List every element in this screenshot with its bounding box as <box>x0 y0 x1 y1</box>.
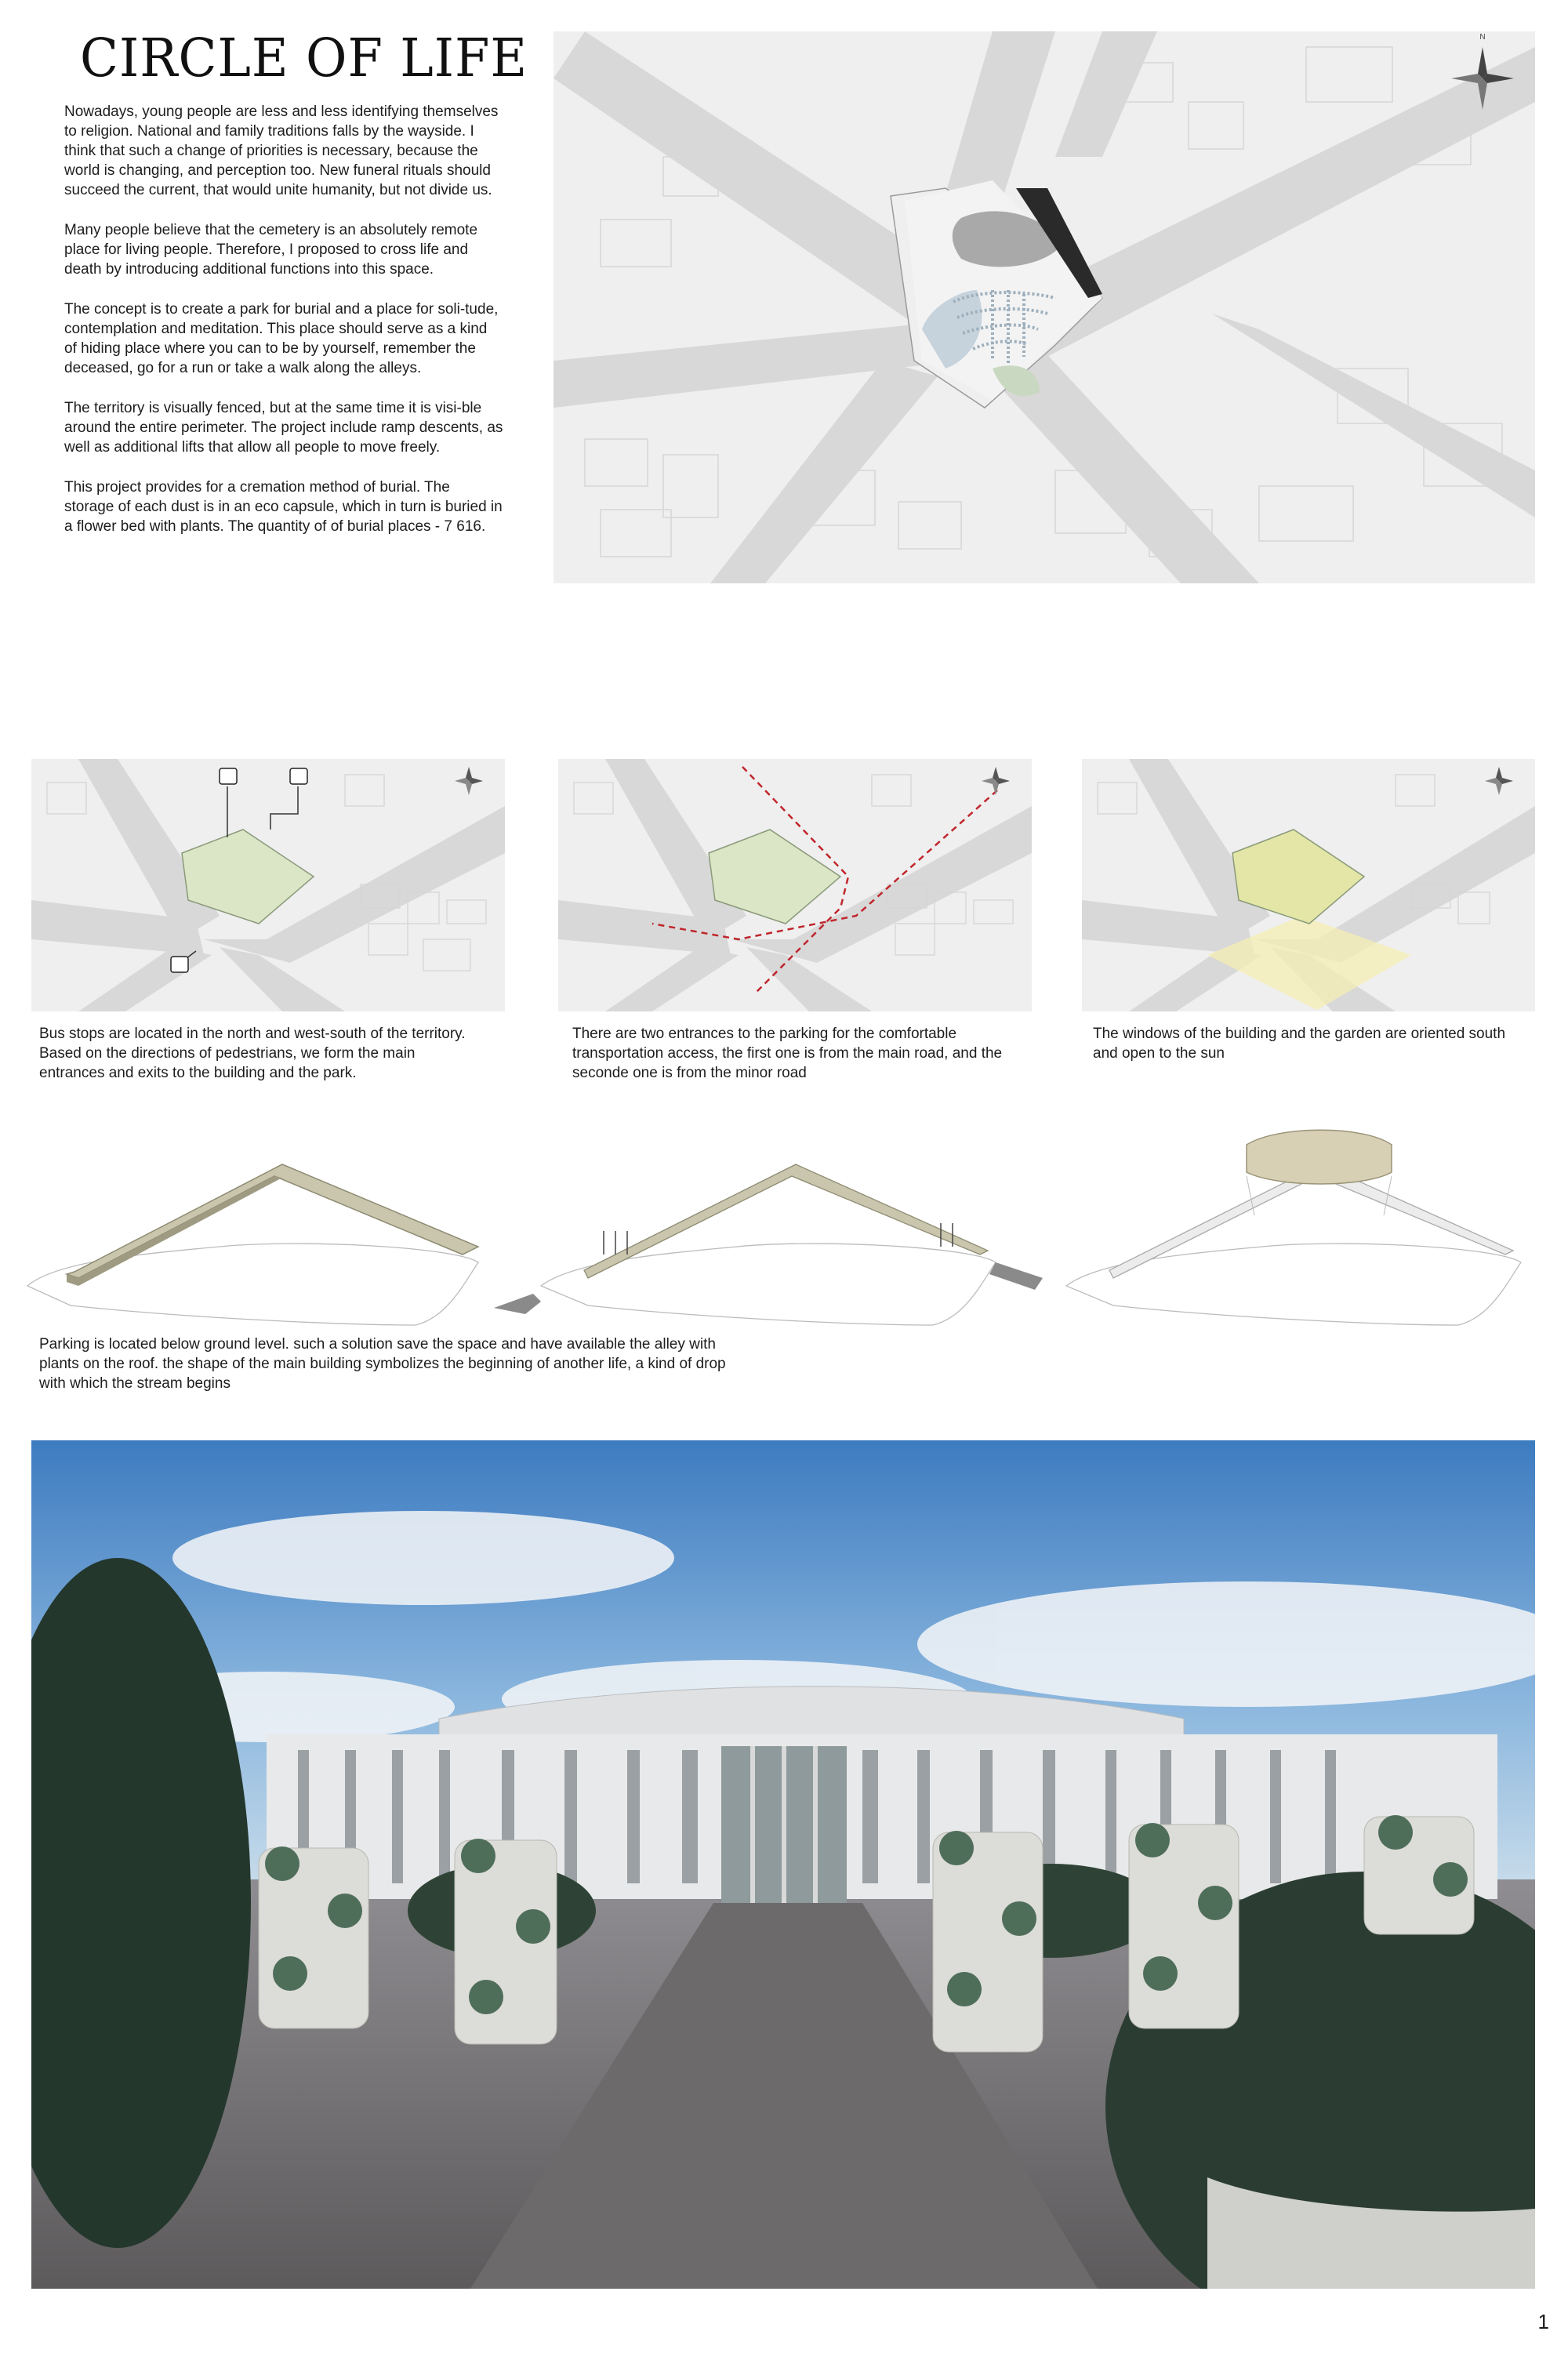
main-building-drop <box>1247 1130 1392 1184</box>
compass-label: N <box>1479 33 1486 42</box>
parking-access-map <box>558 759 1032 1011</box>
sun-orientation-map <box>1082 759 1535 1011</box>
entry-arrow-icon <box>494 1294 541 1314</box>
entry-arrow-icon <box>989 1262 1043 1290</box>
sun-orientation-caption: The windows of the building and the garden are oriented south and open to the sun <box>1093 1026 1506 1062</box>
exterior-rendering <box>31 1440 1535 2289</box>
intro-paragraph: The territory is visually fenced, but at the same time it is visi-ble around the entire perimeter. The project include ramp descents, as well as additional lifts that allow all people to move freely. <box>64 400 503 456</box>
intro-paragraph: Many people believe that the cemetery is an absolutely remote place for living people. Therefore, I proposed to cross life and death by introducing additional functions into this space. <box>64 222 478 278</box>
site-outline <box>27 1244 478 1325</box>
intro-text <box>64 102 503 557</box>
bus-stop-map <box>31 759 505 1011</box>
page-number: 1 <box>1537 2310 1549 2333</box>
axonometric-diagrams <box>24 1129 1552 1341</box>
page-title: CIRCLE OF LIFE <box>80 28 528 89</box>
parking-caption: Parking is located below ground level. such a solution save the space and have available the alley with plants on the roof. the shape of the main building symbolizes the beginning of another life, a kind of drop with which the stream begins <box>39 1336 726 1392</box>
intro-paragraph: Nowadays, young people are less and less identifying themselves to religion. National and family traditions falls by the wayside. I think that such a change of priorities is necessary, because the world is changing, and perception too. New funeral rituals should succeed the current, that would unite humanity, but not divide us. <box>64 103 499 198</box>
intro-paragraph: The concept is to create a park for burial and a place for soli-tude, contemplation and meditation. This place should serve as a kind of hiding place where you can to be by yourself, remember the deceased, go for a run or take a walk along the alleys. <box>64 301 499 376</box>
parking-access-caption: There are two entrances to the parking for the comfortable transportation access, the first one is from the main road, and the seconde one is from the minor road <box>572 1026 1003 1081</box>
intro-paragraph: This project provides for a cremation method of burial. The storage of each dust is in an eco capsule, which in turn is buried in a flower bed with plants. The quantity of of burial places - 7 616. <box>64 479 503 535</box>
bus-stop-caption: Bus stops are located in the north and west-south of the territory. Based on the directions of pedestrians, we form the main entrances and exits to the building and the park. <box>39 1026 466 1081</box>
site-plan <box>554 31 1535 583</box>
